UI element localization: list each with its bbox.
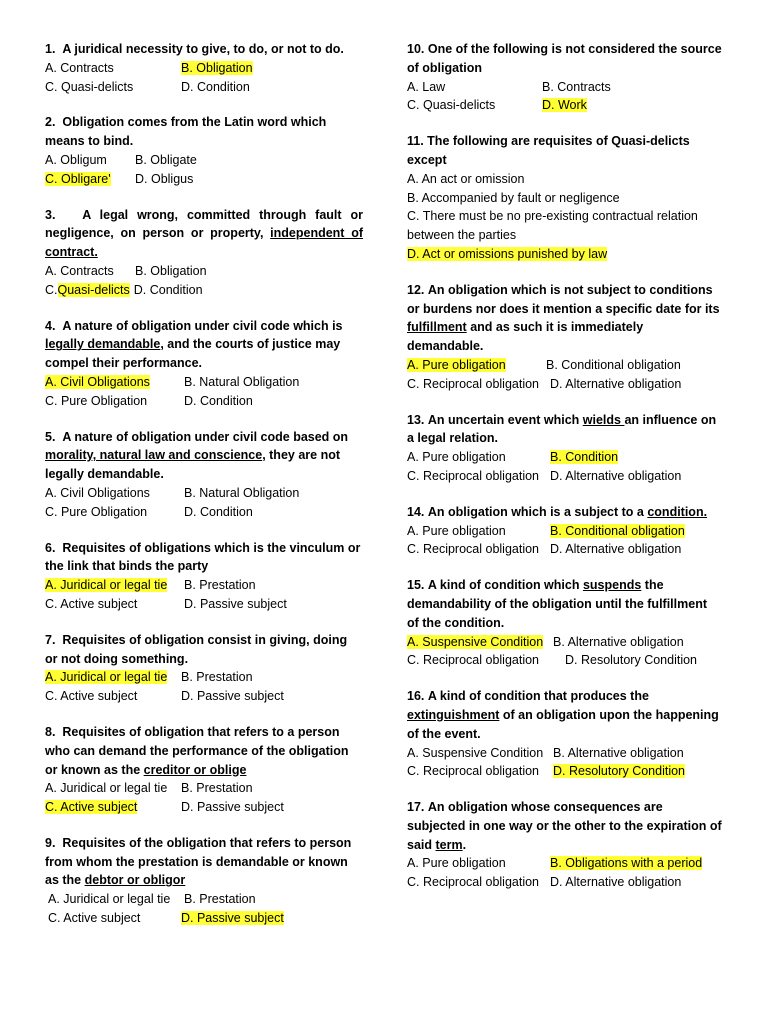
choice-row bbox=[407, 356, 722, 375]
answer-choice bbox=[407, 356, 546, 375]
choice bbox=[407, 375, 550, 394]
choice-text: A. Contracts bbox=[45, 60, 114, 75]
choice-text: C. Reciprocal obligation bbox=[407, 376, 540, 391]
choice bbox=[45, 262, 135, 281]
highlighted-answer: A. Juridical or legal tie bbox=[45, 670, 168, 685]
question-block bbox=[45, 206, 363, 300]
choice bbox=[407, 540, 550, 559]
underlined-term: legally demandable bbox=[45, 337, 161, 352]
choice-text: C. Reciprocal obligation bbox=[407, 653, 540, 668]
choice-row bbox=[45, 779, 363, 798]
question-number: 1. bbox=[45, 42, 56, 56]
choice-text: A. Juridical or legal tie bbox=[48, 892, 171, 907]
choice-text: A. Pure obligation bbox=[407, 523, 506, 538]
question-text-segment: , they are not legally demandable. bbox=[45, 448, 340, 482]
question-text-segment: A nature of obligation under civil code based on bbox=[62, 429, 349, 444]
choice-text: B. Alternative obligation bbox=[553, 745, 684, 760]
choice-row bbox=[45, 392, 363, 411]
answer-choice bbox=[45, 576, 184, 595]
choice bbox=[135, 262, 207, 281]
choice bbox=[407, 96, 542, 115]
question-text bbox=[45, 723, 363, 779]
question-block bbox=[407, 132, 722, 264]
choice-row bbox=[45, 909, 363, 928]
question-number: 7. bbox=[45, 632, 56, 647]
choice-row bbox=[45, 78, 363, 97]
choice-row bbox=[45, 484, 363, 503]
answer-choice bbox=[45, 668, 181, 687]
choice bbox=[407, 873, 550, 892]
question-block bbox=[45, 631, 363, 706]
highlighted-answer: D. Work bbox=[542, 98, 587, 113]
underlined-term: wields bbox=[582, 412, 625, 427]
highlighted-answer: A. Civil Obligations bbox=[45, 374, 150, 389]
answer-choice bbox=[45, 798, 181, 817]
choice-row bbox=[407, 207, 722, 226]
choice bbox=[45, 151, 135, 170]
choice-text: B. Conditional obligation bbox=[546, 357, 681, 372]
answer-choice bbox=[550, 854, 702, 873]
choice-text: A. Pure obligation bbox=[407, 450, 506, 465]
choice-text: between the parties bbox=[407, 228, 517, 243]
choice-text: C. Reciprocal obligation bbox=[407, 764, 540, 779]
choice-text: B. Natural Obligation bbox=[184, 374, 300, 389]
question-number: 8. bbox=[45, 724, 56, 739]
choice bbox=[184, 576, 256, 595]
choice-text: B. Accompanied by fault or negligence bbox=[407, 190, 620, 205]
highlighted-answer: C. Obligare' bbox=[45, 171, 111, 186]
choice bbox=[184, 373, 299, 392]
question-block bbox=[45, 113, 363, 188]
choice-text: D. Alternative obligation bbox=[550, 542, 682, 557]
choice-row bbox=[407, 170, 722, 189]
choice-row bbox=[407, 448, 722, 467]
question-text bbox=[45, 428, 363, 484]
question-number: 10. bbox=[407, 42, 425, 56]
question-number: 11. bbox=[407, 134, 424, 149]
question-text-segment: A legal wrong, committed through fault or negligence, on person or property, bbox=[45, 207, 363, 241]
question-number: 5. bbox=[45, 429, 56, 444]
question-block bbox=[45, 834, 363, 928]
question-block bbox=[45, 723, 363, 817]
highlighted-answer: B. Condition bbox=[550, 450, 619, 465]
choice bbox=[45, 890, 184, 909]
highlighted-answer: D. Resolutory Condition bbox=[553, 764, 686, 779]
question-text bbox=[407, 687, 722, 743]
question-text-segment: Requisites of obligation that refers to a person who can demand the performance of the obligation or known as the bbox=[45, 724, 349, 777]
answer-choice bbox=[542, 96, 587, 115]
choice-row bbox=[45, 59, 363, 78]
question-block bbox=[407, 798, 722, 892]
choice bbox=[407, 170, 524, 189]
highlighted-answer: C. Active subject bbox=[45, 800, 138, 815]
question-text bbox=[45, 40, 363, 59]
question-text bbox=[45, 317, 363, 373]
choice bbox=[550, 467, 681, 486]
choice-text: B. Prestation bbox=[181, 670, 253, 685]
choice-text: B. Alternative obligation bbox=[553, 634, 684, 649]
question-text-segment: Requisites of obligations which is the vinculum or the link that binds the party bbox=[45, 540, 361, 574]
choice bbox=[45, 595, 184, 614]
question-text-segment: , and the courts of justice may compel their performance. bbox=[45, 337, 341, 371]
question-number: 2. bbox=[45, 115, 56, 130]
choice-text: A. Contracts bbox=[45, 263, 114, 278]
question-block bbox=[407, 687, 722, 781]
choice bbox=[45, 779, 181, 798]
choice-row bbox=[407, 744, 722, 763]
underlined-term: suspends bbox=[582, 578, 642, 593]
choice bbox=[181, 668, 253, 687]
question-block bbox=[45, 428, 363, 522]
choice-row bbox=[45, 668, 363, 687]
choice bbox=[407, 448, 550, 467]
question-text-segment: of an obligation upon the happening of the event. bbox=[407, 707, 719, 741]
choice-text: D. Condition bbox=[181, 79, 250, 94]
question-text-segment: An obligation whose consequences are subjected in one way or the other to the expiration of said bbox=[407, 800, 722, 852]
question-block bbox=[407, 503, 722, 559]
choice bbox=[135, 151, 197, 170]
answer-choice bbox=[407, 245, 607, 264]
choice-text: A. Juridical or legal tie bbox=[45, 781, 168, 796]
question-text bbox=[45, 539, 363, 577]
question-text-segment: Requisites of the obligation that refers to person from whom the prestation is demandable or known as the bbox=[45, 835, 352, 888]
highlighted-answer: A. Suspensive Condition bbox=[407, 634, 544, 649]
choice-text: D. Condition bbox=[184, 504, 253, 519]
choice-text: D. Condition bbox=[184, 393, 253, 408]
choice-text: B. Prestation bbox=[184, 578, 256, 593]
choice-text: C. bbox=[45, 282, 58, 297]
choice-row bbox=[407, 226, 722, 245]
choice bbox=[45, 484, 184, 503]
choice-text: A. Suspensive Condition bbox=[407, 745, 544, 760]
choice bbox=[181, 78, 250, 97]
question-number: 16. bbox=[407, 689, 425, 704]
question-block bbox=[45, 317, 363, 411]
choice-text: A. Civil Obligations bbox=[45, 485, 150, 500]
choice bbox=[542, 78, 611, 97]
choice-text: D. Condition bbox=[133, 282, 203, 297]
choice-text: C. Pure Obligation bbox=[45, 393, 148, 408]
choice-row bbox=[407, 633, 722, 652]
answer-choice bbox=[181, 909, 284, 928]
underlined-term: creditor or oblige bbox=[143, 762, 247, 777]
choice-row bbox=[407, 651, 722, 670]
question-number: 12. bbox=[407, 282, 425, 297]
question-text bbox=[407, 40, 722, 78]
choice-row bbox=[407, 762, 722, 781]
answer-choice bbox=[58, 281, 130, 300]
highlighted-answer: Quasi-delicts bbox=[57, 282, 130, 297]
choice bbox=[181, 798, 284, 817]
choice bbox=[184, 890, 256, 909]
choice-row bbox=[407, 873, 722, 892]
underlined-term: debtor or obligor bbox=[84, 873, 186, 888]
choice bbox=[550, 540, 681, 559]
answer-choice bbox=[181, 59, 253, 78]
choice-text: B. Prestation bbox=[181, 781, 253, 796]
answer-choice bbox=[45, 373, 184, 392]
choice-row bbox=[407, 245, 722, 264]
question-number: 15. bbox=[407, 578, 425, 593]
choice-text: D. Alternative obligation bbox=[550, 468, 682, 483]
question-number: 13. bbox=[407, 412, 425, 427]
choice-text: D. Resolutory Condition bbox=[565, 653, 698, 668]
choice-text: B. Obligate bbox=[135, 152, 197, 167]
choice bbox=[45, 392, 184, 411]
choice-text: D. Alternative obligation bbox=[550, 376, 682, 391]
choice bbox=[135, 170, 193, 189]
question-text-segment: The following are requisites of Quasi-delicts except bbox=[407, 134, 690, 167]
question-text-segment: . bbox=[462, 837, 467, 852]
right-column bbox=[407, 40, 722, 909]
choice bbox=[134, 281, 203, 300]
choice bbox=[550, 873, 681, 892]
choice bbox=[565, 651, 697, 670]
choice-row bbox=[45, 262, 363, 281]
choice bbox=[45, 687, 181, 706]
choice bbox=[45, 909, 181, 928]
answer-choice bbox=[553, 762, 685, 781]
highlighted-answer: D. Act or omissions punished by law bbox=[407, 246, 608, 261]
question-text-segment: the demandability of the obligation until the fulfillment of the condition. bbox=[407, 578, 707, 630]
choice-row bbox=[45, 151, 363, 170]
choice bbox=[407, 78, 542, 97]
choice bbox=[181, 779, 253, 798]
answer-choice bbox=[407, 633, 553, 652]
question-text-segment: Requisites of obligation consist in giving, doing or not doing something. bbox=[45, 632, 348, 666]
question-text-segment: One of the following is not considered the source of obligation bbox=[407, 42, 722, 75]
choice bbox=[407, 854, 550, 873]
choice-text: C. Reciprocal obligation bbox=[407, 468, 540, 483]
choice bbox=[45, 281, 58, 300]
choice-text: B. Prestation bbox=[184, 892, 256, 907]
choice bbox=[45, 78, 181, 97]
choice bbox=[407, 207, 698, 226]
choice bbox=[546, 356, 681, 375]
question-text-segment: and as such it is immediately demandable. bbox=[407, 320, 644, 354]
choice-text: A. Pure obligation bbox=[407, 856, 506, 871]
choice-text: C. There must be no pre-existing contractual relation bbox=[407, 209, 698, 224]
choice-row bbox=[407, 375, 722, 394]
choice-text: C. Pure Obligation bbox=[45, 504, 148, 519]
choice bbox=[181, 687, 284, 706]
answer-choice bbox=[550, 522, 685, 541]
underlined-term: independent of contract. bbox=[45, 226, 363, 260]
question-block bbox=[407, 411, 722, 486]
choice-row bbox=[45, 281, 363, 300]
choice-row bbox=[407, 854, 722, 873]
question-text bbox=[407, 798, 722, 854]
question-text-segment: A nature of obligation under civil code which is bbox=[62, 318, 343, 333]
question-text-segment: An obligation which is a subject to a bbox=[427, 504, 648, 519]
choice-text: C. Active subject bbox=[48, 911, 141, 926]
underlined-term: condition. bbox=[647, 504, 708, 519]
choice bbox=[553, 744, 684, 763]
highlighted-answer: A. Juridical or legal tie bbox=[45, 578, 168, 593]
choice bbox=[407, 762, 553, 781]
choice bbox=[407, 651, 565, 670]
highlighted-answer: B. Conditional obligation bbox=[550, 523, 685, 538]
choice bbox=[45, 59, 181, 78]
answer-choice bbox=[550, 448, 618, 467]
choice-row bbox=[407, 540, 722, 559]
question-text bbox=[45, 113, 363, 151]
question-block bbox=[45, 40, 363, 96]
choice-text: D. Passive subject bbox=[181, 800, 284, 815]
choice-text: B. Contracts bbox=[542, 79, 611, 94]
choice bbox=[407, 522, 550, 541]
question-block bbox=[407, 576, 722, 670]
underlined-term: morality, natural law and conscience bbox=[45, 448, 263, 463]
choice-row bbox=[407, 78, 722, 97]
question-text-segment: A kind of condition which bbox=[427, 578, 583, 593]
question-text-segment: A juridical necessity to give, to do, or not to do. bbox=[62, 42, 344, 56]
choice bbox=[550, 375, 681, 394]
highlighted-answer: B. Obligations with a period bbox=[550, 856, 703, 871]
question-number: 17. bbox=[407, 800, 425, 815]
choice bbox=[184, 503, 253, 522]
question-text-segment: an influence on a legal relation. bbox=[407, 412, 717, 446]
choice-row bbox=[407, 189, 722, 208]
question-text bbox=[407, 503, 722, 522]
underlined-term: fulfillment bbox=[407, 320, 467, 335]
choice-text: D. Obligus bbox=[135, 171, 194, 186]
question-number: 9. bbox=[45, 835, 56, 850]
choice bbox=[184, 392, 253, 411]
choice bbox=[407, 467, 550, 486]
question-text bbox=[407, 132, 722, 170]
choice-row bbox=[45, 170, 363, 189]
choice-row bbox=[407, 96, 722, 115]
question-number: 6. bbox=[45, 540, 56, 555]
choice bbox=[407, 744, 553, 763]
choice bbox=[184, 484, 299, 503]
question-block bbox=[407, 281, 722, 394]
underlined-term: term bbox=[435, 837, 463, 852]
answer-choice bbox=[45, 170, 135, 189]
choice bbox=[407, 226, 516, 245]
question-text-segment: An uncertain event which bbox=[427, 412, 583, 427]
choice-text: A. An act or omission bbox=[407, 171, 525, 186]
choice-row bbox=[45, 798, 363, 817]
choice-row bbox=[407, 522, 722, 541]
choice-row bbox=[45, 576, 363, 595]
highlighted-answer: B. Obligation bbox=[181, 60, 253, 75]
question-text-segment: A kind of condition that produces the bbox=[427, 689, 649, 704]
choice-row bbox=[45, 503, 363, 522]
question-block bbox=[45, 539, 363, 614]
underlined-term: extinguishment bbox=[407, 707, 500, 722]
choice-row bbox=[45, 687, 363, 706]
question-number: 14. bbox=[407, 504, 425, 519]
question-text-segment: Obligation comes from the Latin word which means to bind. bbox=[45, 115, 327, 149]
choice-text: B. Natural Obligation bbox=[184, 485, 300, 500]
choice bbox=[553, 633, 684, 652]
choice-row bbox=[45, 373, 363, 392]
choice-row bbox=[45, 890, 363, 909]
choice-text: A. Law bbox=[407, 79, 446, 94]
choice bbox=[407, 189, 620, 208]
choice-text: C. Reciprocal obligation bbox=[407, 542, 540, 557]
question-text bbox=[407, 281, 722, 356]
question-text bbox=[45, 834, 363, 890]
choice-text: C. Active subject bbox=[45, 596, 138, 611]
choice bbox=[184, 595, 287, 614]
highlighted-answer: D. Passive subject bbox=[181, 911, 284, 926]
choice-text: B. Obligation bbox=[135, 263, 207, 278]
question-block bbox=[407, 40, 722, 115]
choice-text: A. Obligum bbox=[45, 152, 107, 167]
choice-text: C. Quasi-delicts bbox=[407, 98, 496, 113]
choice-row bbox=[45, 595, 363, 614]
choice-text: D. Passive subject bbox=[181, 689, 284, 704]
question-number: 3. bbox=[45, 207, 56, 222]
choice-text: C. Quasi-delicts bbox=[45, 79, 134, 94]
highlighted-answer: A. Pure obligation bbox=[407, 357, 506, 372]
choice-row bbox=[407, 467, 722, 486]
choice-text: D. Alternative obligation bbox=[550, 875, 682, 890]
question-text bbox=[45, 631, 363, 669]
choice-text: C. Reciprocal obligation bbox=[407, 875, 540, 890]
choice-text: D. Passive subject bbox=[184, 596, 287, 611]
question-text bbox=[407, 576, 722, 632]
choice bbox=[45, 503, 184, 522]
question-text bbox=[407, 411, 722, 449]
left-column bbox=[45, 40, 363, 945]
question-text-segment: An obligation which is not subject to conditions or burdens nor does it mention a specific date for its bbox=[407, 282, 720, 316]
question-text bbox=[45, 206, 363, 262]
question-number: 4. bbox=[45, 318, 56, 333]
choice-text: C. Active subject bbox=[45, 689, 138, 704]
